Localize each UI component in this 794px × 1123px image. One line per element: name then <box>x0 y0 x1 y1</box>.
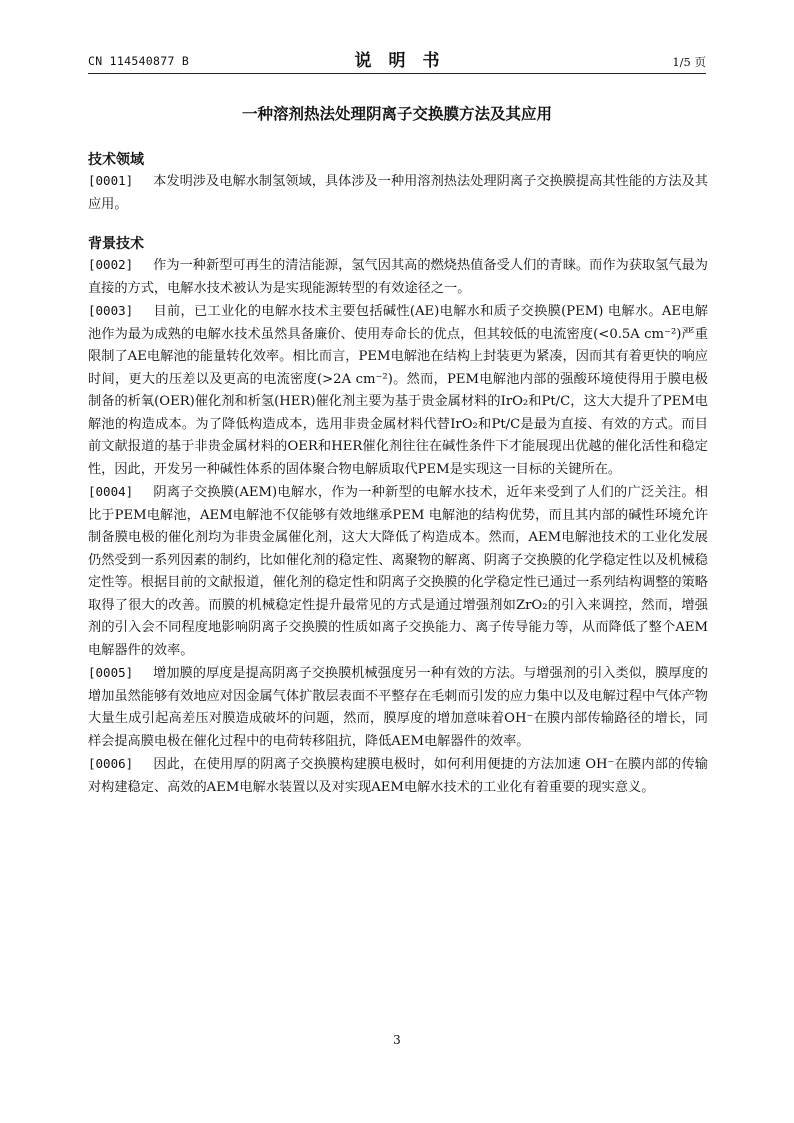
paragraph <box>88 254 708 300</box>
paragraph-text: 目前，已工业化的电解水技术主要包括碱性(AE)电解水和质子交换膜(PEM) 电解水。AE电解池作为最为成熟的电解水技术虽然具备廉价、使用寿命长的优点，但其较低的电流密度(<0.5A cm⁻²)严重限制了AE电解池的能量转化效率。相比而言，PEM电解池在结构上封装更为紧凑，因而其有着更快的响应时间，更大的压差以及更高的电流密度(>2A cm⁻²)。然而，PEM电解池内部的强酸环境使得用于膜电极制备的析氧(OER)催化剂和析氢(HER)催化剂主要为基于贵金属材料的IrO₂和Pt/C，这大大提升了PEM电解池的构造成本。为了降低构造成本，选用非贵金属材料代替IrO₂和Pt/C是最为直接、有效的方式。而目前文献报道的基于非贵金属材料的OER和HER催化剂往往在碱性条件下才能展现出优越的催化活性和稳定性，因此，开发另一种碱性体系的固体聚合物电解质取代PEM是实现这一目标的关键所在。 <box>88 304 708 477</box>
section-heading: 背景技术 <box>88 236 144 252</box>
paragraph-number: [0001] <box>88 173 134 188</box>
paragraph-number: [0004] <box>88 484 134 499</box>
section-background-art <box>88 234 708 799</box>
paragraph-text: 阴离子交换膜(AEM)电解水，作为一种新型的电解水技术，近年来受到了人们的广泛关注。相比于PEM电解池，AEM电解池不仅能够有效地继承PEM 电解池的结构优势，而且其内部的碱性环境允许制备膜电极的催化剂均为非贵金属催化剂，这大大降低了构造成本。然而，AEM电解池技术的工业化发展仍然受到一系列因素的制约，比如催化剂的稳定性、离聚物的解离、阴离子交换膜的化学稳定性以及机械稳定性等。根据目前的文献报道，催化剂的稳定性和阴离子交换膜的化学稳定性已通过一系列结构调整的策略取得了很大的改善。而膜的机械稳定性提升最常见的方式是通过增强剂如ZrO₂的引入来调控，然而，增强剂的引入会不同程度地影响阴离子交换膜的性质如离子交换能力、离子传导能力等，从而降低了整个AEM电解器件的效率。 <box>88 485 708 658</box>
paragraph <box>88 300 708 481</box>
page-of-count: 1/5 页 <box>672 55 706 69</box>
paragraph <box>88 481 708 662</box>
paragraph-number: [0002] <box>88 257 134 272</box>
paragraph-text: 作为一种新型可再生的清洁能源，氢气因其高的燃烧热值备受人们的青睐。而作为获取氢气最为直接的方式，电解水技术被认为是实现能源转型的有效途径之一。 <box>88 258 708 296</box>
document-title: 一种溶剂热法处理阴离子交换膜方法及其应用 <box>241 105 552 123</box>
page-header <box>88 46 706 70</box>
document-body <box>88 150 708 817</box>
paragraph-text: 因此，在使用厚的阴离子交换膜构建膜电极时，如何利用便捷的方法加速 OH⁻在膜内部的传输对构建稳定、高效的AEM电解水装置以及对实现AEM电解水技术的工业化有着重要的现实意义。 <box>88 757 708 795</box>
paragraph <box>88 662 708 753</box>
section-heading: 技术领域 <box>88 152 144 168</box>
paragraph-number: [0003] <box>88 303 134 318</box>
paragraph-text: 本发明涉及电解水制氢领域，具体涉及一种用溶剂热法处理阴离子交换膜提高其性能的方法及其应用。 <box>88 174 708 212</box>
header-rule <box>88 73 706 74</box>
paragraph-number: [0005] <box>88 665 134 680</box>
section-technical-field <box>88 150 708 216</box>
paragraph-number: [0006] <box>88 756 134 771</box>
document-kind-label: 说 明 书 <box>354 51 440 71</box>
patent-number: CN 114540877 B <box>88 54 190 68</box>
paragraph <box>88 170 708 216</box>
paragraph <box>88 753 708 799</box>
paragraph-text: 增加膜的厚度是提高阴离子交换膜机械强度另一种有效的方法。与增强剂的引入类似，膜厚度的增加虽然能够有效地应对因金属气体扩散层表面不平整存在毛刺而引发的应力集中以及电解过程中气体产物大量生成引起高差压对膜造成破坏的问题，然而，膜厚度的增加意味着OH⁻在膜内部传输路径的增长，同样会提高膜电极在催化过程中的电荷转移阻抗，降低AEM电解器件的效率。 <box>88 666 708 749</box>
page-number: 3 <box>393 1033 401 1047</box>
